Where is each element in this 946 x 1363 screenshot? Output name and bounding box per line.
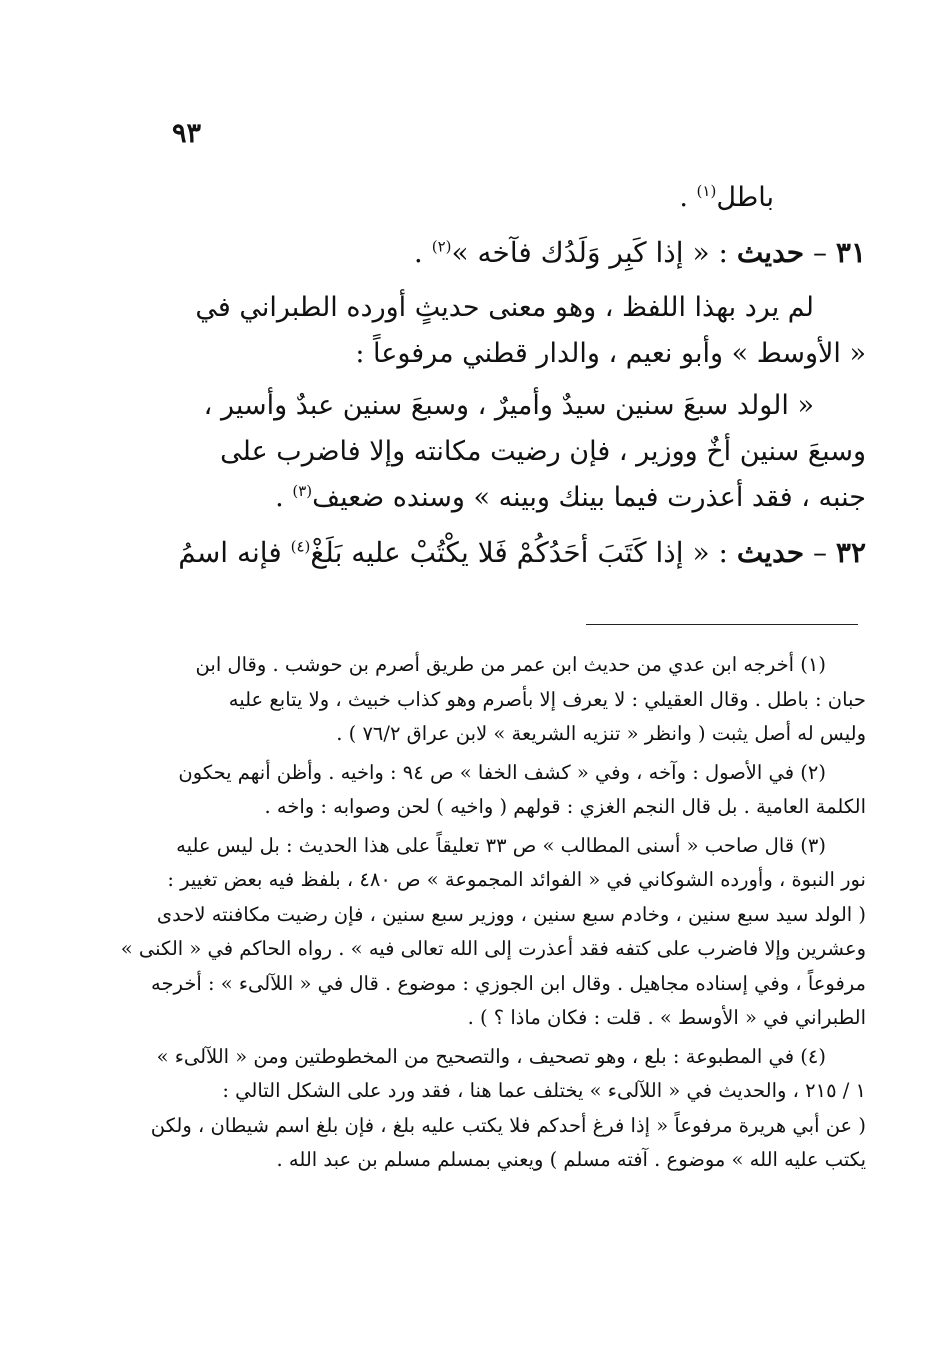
page-number: ٩٣ [172,118,202,149]
paragraph-line-last [190,475,866,521]
footnote-line: ( الولد سيد سبع سنين ، وخادم سبع سنين ، ووزير سبع سنين ، فإن رضيت مكافنته لاحدى [156,902,866,926]
hadith-32-number: ٣٢ [835,536,866,569]
footnote-ref-4: (٤) [290,537,311,556]
hadith-31-commentary [190,285,866,521]
footnote-line: ١ / ٢١٥ ، والحديث في « اللآلىء » يختلف عما هنا ، فقد ورد على الشكل التالي : [222,1079,866,1102]
paragraph-line: لم يرد بهذا اللفظ ، وهو معنى حديثٍ أورده الطبراني في [195,292,814,323]
footnote-separator [586,624,858,625]
footnote-line: الكلمة العامية . بل قال النجم الغزي : قولهم ( واخيه ) لحن وصوابه : واخه . [264,795,866,818]
footnote-3 [120,829,866,1036]
paragraph-line: « الولد سبعَ سنين سيدٌ وأميرٌ ، وسبعَ سنين عبدٌ وأسير ، [203,390,814,421]
footnote-line: (٢) في الأصول : وآخه ، وفي « كشف الخفا » ص ٩٤ : واخيه . وأظن أنهم يحكون [178,760,826,784]
hadith-32-text: « إذا كَتَبَ أحَدُكُمْ فَلا يكْتُبْ عليه بَلَغْ [310,536,710,569]
footnote-ref-1: (١) [696,182,717,200]
footnote-line: يكتب عليه الله » موضوع . آفته مسلم ) ويعني بمسلم مسلم بن عبد الله . [276,1148,866,1171]
footnote-line: وليس له أصل يثبت ( وانظر « تنزيه الشريعة » لابن عراق ٧٦/٢ ) . [336,722,866,745]
footnote-line: وعشرين وإلا فاضرب على كتفه فقد أعذرت إلى الله تعالى فيه » . رواه الحاكم في « الكنى » [120,937,866,960]
footnote-2 [178,756,866,825]
paragraph-end: . [275,482,293,513]
hadith-32-word: حديث [736,536,805,569]
hadith-32-heading [178,527,866,579]
footnote-line: (٤) في المطبوعة : بلع ، وهو تصحيف ، والتصحيح من المخطوطتين ومن « اللآلىء » [156,1044,826,1068]
main-text [178,175,866,579]
footnote-line: الطبراني في « الأوسط » . قلت : فكان ماذا ؟ ) . [467,1006,866,1029]
footnote-line: (٣) قال صاحب « أسنى المطالب » ص ٣٣ تعليقاً على هذا الحديث : بل ليس عليه [176,833,826,857]
paragraph-line: وسبعَ سنين أخٌ ووزير ، فإن رضيت مكانته وإلا فاضرب على [220,436,866,467]
continuation-end: . [679,182,697,213]
hadith-31-word: حديث [736,236,805,269]
hadith-31-number: ٣١ [835,236,866,269]
continuation-line [190,175,866,221]
hadith-32-dash: – [804,536,836,569]
hadith-31-text: « إذا كَبِر وَلَدُك فآخه » [451,236,710,269]
footnote-line: (١) أخرجه ابن عدي من حديث ابن عمر من طريق أصرم بن حوشب . وقال ابن [195,653,826,676]
continuation-text: باطل [716,182,774,213]
footnotes [120,648,866,1182]
hadith-32-colon: : [709,536,737,569]
footnote-1 [190,648,866,752]
hadith-31-end: . [413,236,432,269]
hadith-32-end: فإنه اسمُ [178,536,291,569]
hadith-31-colon: : [709,236,737,269]
paragraph-line: « الأوسط » وأبو نعيم ، والدار قطني مرفوعاً : [355,338,866,369]
hadith-31-dash: – [804,236,836,269]
footnote-line: ( عن أبي هريرة مرفوعاً « إذا فرغ أحدكم فلا يكتب عليه بلغ ، فإن بلغ اسم شيطان ، ولكن [150,1113,866,1137]
footnote-line: نور النبوة ، وأورده الشوكاني في « الفوائد المجموعة » ص ٤٨٠ ، بلفظ فيه بعض تغيير : [167,868,866,891]
footnote-4 [150,1040,866,1178]
footnote-ref-2: (٢) [431,237,452,256]
paragraph-text: جنبه ، فقد أعذرت فيما بينك وبينه » وسنده ضعيف [312,482,866,513]
footnote-line: حبان : باطل . وقال العقيلي : لا يعرف إلا بأصرم وهو كذاب خبيث ، ولا يتابع عليه [228,687,866,711]
footnote-ref-3: (٣) [292,482,313,500]
hadith-31-heading [190,227,866,279]
footnote-line: مرفوعاً ، وفي إسناده مجاهيل . وقال ابن الجوزي : موضوع . قال في « اللآلىء » : أخرجه [151,971,866,995]
